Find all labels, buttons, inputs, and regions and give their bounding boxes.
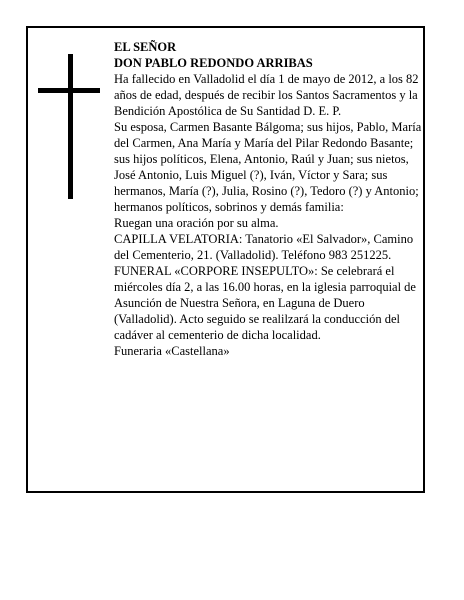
- death-announcement: Ha fallecido en Valladolid el día 1 de mayo de 2012, a los 82 años de edad, después de recibir los Santos Sacramentos y la Bendición Apostólica de Su Santidad D. E. P.: [114, 72, 419, 118]
- obituary-notice: [26, 26, 425, 493]
- notice-heading: EL SEÑOR: [114, 40, 177, 54]
- funeral-home: Funeraria «Castellana»: [114, 344, 230, 358]
- obituary-text: [114, 39, 426, 359]
- cross-icon-vertical-bar: [68, 54, 73, 199]
- funeral-info: FUNERAL «CORPORE INSEPULTO»: Se celebrará el miércoles día 2, a las 16.00 horas, en la iglesia parroquial de Asunción de Nuestra Señora, en Laguna de Duero (Valladolid). Acto seguido se realilzará la conducción del cadáver al cementerio de dicha localidad.: [114, 264, 416, 342]
- chapel-info: CAPILLA VELATORIA: Tanatorio «El Salvador», Camino del Cementerio, 21. (Valladolid). Teléfono 983 251225.: [114, 232, 414, 262]
- prayer-request: Ruegan una oración por su alma.: [114, 216, 279, 230]
- family-list: Su esposa, Carmen Basante Bálgoma; sus hijos, Pablo, María del Carmen, Ana María y María del Pilar Redondo Basante; sus hijos políticos, Elena, Antonio, Raúl y Juan; sus nietos, José Antonio, Luis Miguel (?), Iván, Víctor y Sara; sus hermanos, María (?), Julia, Rosino (?), Tedoro (?) y Antonio; hermanos políticos, sobrinos y demás familia:: [114, 120, 422, 214]
- deceased-name: DON PABLO REDONDO ARRIBAS: [114, 56, 313, 70]
- cross-icon-horizontal-bar: [38, 88, 100, 93]
